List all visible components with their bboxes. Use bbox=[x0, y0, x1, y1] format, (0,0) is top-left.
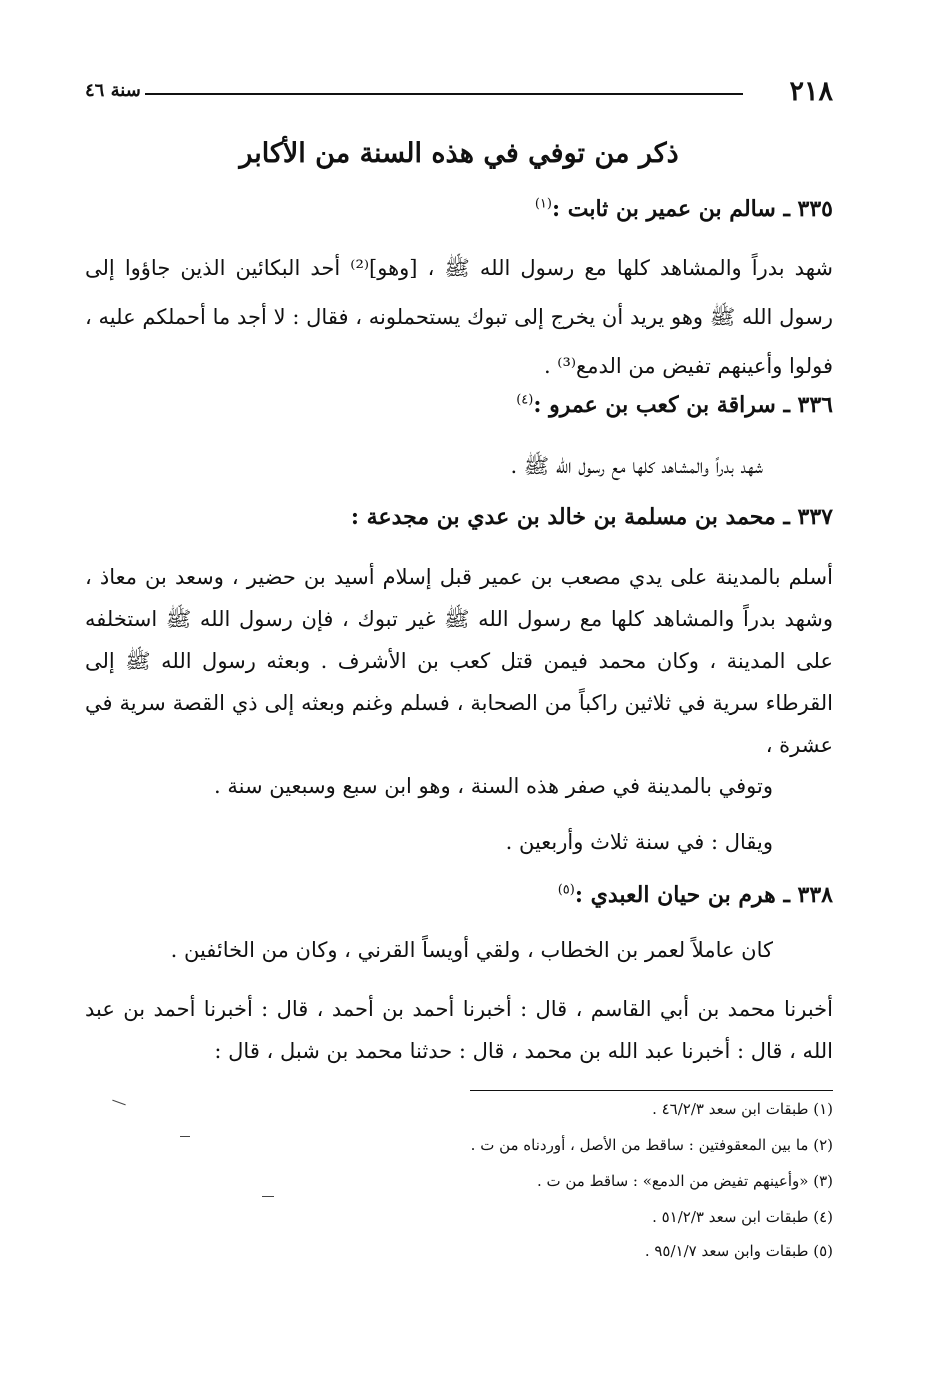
section-title: ذكر من توفي في هذه السنة من الأكابر bbox=[239, 138, 679, 169]
entry-note-337-alt: ويقال : في سنة ثلاث وأربعين . bbox=[505, 830, 773, 854]
scan-speck bbox=[112, 1100, 125, 1106]
entry-heading-text: ٣٣٥ ـ سالم بن عمير بن ثابت : bbox=[551, 196, 833, 222]
footnote-rule bbox=[470, 1090, 833, 1091]
entry-body-338: كان عاملاً لعمر بن الخطاب ، ولقي أويساً القرني ، وكان من الخائفين . bbox=[170, 938, 773, 962]
footnote-5: (٥) طبقات وابن سعد ٩٥/١/٧ . bbox=[644, 1242, 833, 1260]
footnote-ref: (١) bbox=[534, 196, 552, 212]
entry-heading-336 bbox=[85, 392, 833, 418]
entry-body-336: شهد بدراً والمشاهد كلها مع رسول الله ﷺ . bbox=[510, 454, 763, 478]
entry-body-337: أسلم بالمدينة على يدي مصعب بن عمير قبل إسلام أسيد بن حضير ، وسعد بن معاذ ، وشهد بدراً والمشاهد كلها مع رسول الله ﷺ غير تبوك ، فإن رسول الله ﷺ استخلفه على المدينة ، وكان محمد فيمن قتل كعب بن الأشرف . وبعثه رسول الله ﷺ إلى القرطاء سرية في ثلاثين راكباً من الصحابة ، فسلم وغنم وبعثه إلى ذي القصة سرية في عشرة ، bbox=[85, 565, 833, 757]
header-rule bbox=[145, 93, 743, 95]
year-label: سنة ٤٦ bbox=[85, 80, 141, 101]
entry-heading-338 bbox=[85, 882, 833, 908]
entry-isnad-338: أخبرنا محمد بن أبي القاسم ، قال : أخبرنا أحمد بن أحمد ، قال : أخبرنا أحمد بن عبد الله ، قال : أخبرنا عبد الله بن محمد ، قال : حدثنا محمد بن شبل ، قال : bbox=[85, 997, 833, 1063]
scan-speck bbox=[262, 1196, 274, 1197]
running-header bbox=[85, 76, 833, 108]
entry-heading-335 bbox=[85, 196, 833, 222]
footnote-ref: (٤) bbox=[516, 392, 534, 408]
footnote-1: (١) طبقات ابن سعد ٤٦/٢/٣ . bbox=[652, 1100, 833, 1118]
entry-heading-337 bbox=[85, 504, 833, 530]
entry-heading-text: ٣٣٦ ـ سراقة بن كعب بن عمرو : bbox=[533, 392, 833, 418]
footnote-3: (٣) «وأعينهم تفيض من الدمع» : ساقط من ت . bbox=[536, 1172, 833, 1190]
entry-heading-text: ٣٣٧ ـ محمد بن مسلمة بن خالد بن عدي بن مجدعة : bbox=[350, 504, 833, 530]
entry-body-335: شهد بدراً والمشاهد كلها مع رسول الله ﷺ ، [وهو]⁽²⁾ أحد البكائين الذين جاؤوا إلى رسول الله ﷺ وهو يريد أن يخرج إلى تبوك يستحملونه ، فقال : لا أجد ما أحملكم عليه ، فولوا وأعينهم تفيض من الدمع⁽³⁾ . bbox=[85, 256, 833, 378]
entry-note-337-death: وتوفي بالمدينة في صفر هذه السنة ، وهو ابن سبع وسبعين سنة . bbox=[214, 774, 773, 798]
footnote-4: (٤) طبقات ابن سعد ٥١/٢/٣ . bbox=[652, 1208, 833, 1226]
footnote-2: (٢) ما بين المعقوفتين : ساقط من الأصل ، أوردناه من ت . bbox=[470, 1136, 833, 1154]
footnote-ref: (٥) bbox=[557, 882, 575, 898]
entry-heading-text: ٣٣٨ ـ هرم بن حيان العبدي : bbox=[574, 882, 833, 908]
scan-speck bbox=[180, 1136, 190, 1137]
page-number: ٢١٨ bbox=[789, 76, 833, 107]
